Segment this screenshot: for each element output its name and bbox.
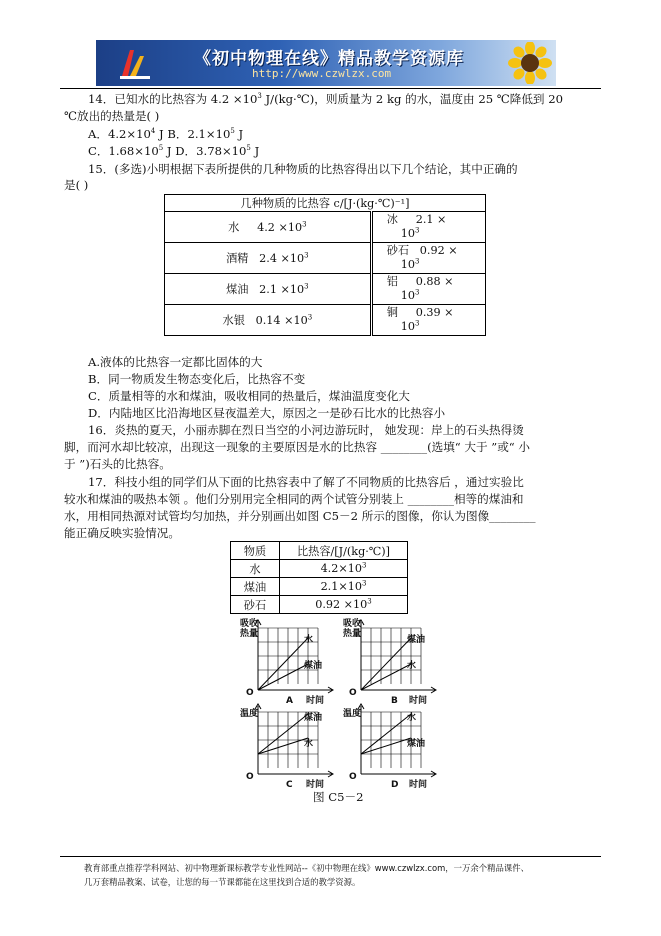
q15-option-b: B．同一物质发生物态变化后，比热容不变 [88, 372, 306, 386]
table-cell: 水 [231, 560, 280, 578]
table-cell: $4.2\times 10^3$ [280, 560, 408, 578]
graph-ylabel: 吸收 [240, 619, 259, 629]
graph-ylabel: 温度 [240, 709, 259, 719]
table-row [231, 578, 408, 596]
table-row [165, 305, 486, 336]
table-cell: 铜 0.39 × $10^3$ [371, 305, 485, 336]
sunflower-icon [508, 42, 552, 84]
graph-line-label: 水 [304, 739, 314, 749]
header-banner [96, 40, 556, 86]
table-row [165, 243, 486, 274]
site-logo-icon [118, 46, 152, 80]
graph-xlabel: 时间 [306, 696, 325, 706]
graph-line-label: 煤油 [407, 739, 426, 749]
graph-origin: O [246, 688, 254, 698]
graph-letter: C [286, 780, 293, 790]
q14-stem-line2: ℃放出的热量是( ) [64, 109, 160, 123]
table-cell: $2.1\times 10^3$ [280, 578, 408, 596]
graph-origin: O [349, 688, 357, 698]
graph-line-label: 煤油 [304, 661, 323, 671]
graph-ylabel: 热量 [240, 629, 259, 639]
specific-heat-table [164, 194, 486, 336]
footer-rule [60, 856, 601, 857]
q17-line1: 17．科技小组的同学们从下面的比热容表中了解了不同物质的比热容后 ，通过实验比 [88, 475, 524, 489]
q16-line2: 脚，而河水却比较凉，出现这一现象的主要原因是水的比热容 ________(选填“ 大于 ”或“ 小 [64, 440, 531, 454]
graph-xlabel: 时间 [409, 696, 428, 706]
q17-line2: 较水和煤油的吸热本领 。他们分别用完全相同的两个试管分别装上 ________相等的煤油和 [64, 492, 524, 506]
graph-c [240, 702, 336, 792]
table-row [165, 274, 486, 305]
table-cell: 砂石 0.92 × $10^3$ [371, 243, 485, 274]
graph-line-label: 煤油 [407, 635, 426, 645]
q17-line3: 水，用相同热源对试管均匀加热，并分别画出如图 C5－2 所示的图像，你认为图像________ [64, 509, 536, 523]
figure-caption: 图 C5－2 [313, 790, 364, 804]
table-cell: 水 $4.2 \times 10^3$ [165, 212, 372, 243]
q17-heat-table [230, 541, 408, 614]
graph-line-label: 水 [407, 713, 417, 723]
q16-line1: 16．炎热的夏天，小丽赤脚在烈日当空的小河边游玩时， 她发现：岸上的石头热得烫 [88, 423, 524, 437]
graph-ylabel: 吸收 [343, 619, 362, 629]
graph-xlabel: 时间 [409, 780, 428, 790]
table-cell: 铝 0.88 × $10^3$ [371, 274, 485, 305]
graph-line-label: 水 [304, 635, 314, 645]
graph-letter: A [286, 696, 293, 706]
graph-xlabel: 时间 [306, 780, 325, 790]
graph-b [343, 618, 439, 708]
table-cell: 煤油 [231, 578, 280, 596]
graph-letter: B [391, 696, 398, 706]
q15-option-d: D．内陆地区比沿海地区昼夜温差大，原因之一是砂石比水的比热容小 [88, 406, 446, 420]
graph-d [343, 702, 439, 792]
q14-stem-line1: 14．已知水的比热容为 $4.2 \times 10^3$ J/(kg·℃)，则质量为 2 kg 的水，温度由 25 ℃降低到 20 [88, 92, 563, 106]
q17-line4: 能正确反映实验情况。 [64, 526, 180, 540]
footer-text [84, 861, 529, 889]
q15-option-c: C．质量相等的水和煤油，吸收相同的热量后，煤油温度变化大 [88, 389, 410, 403]
table-cell: 冰 2.1 × $10^3$ [371, 212, 485, 243]
footer-line1: 教育部重点推荐学科网站、初中物理新课标教学专业性网站--《初中物理在线》www.czwlzx.com，一万余个精品课件、 [84, 863, 530, 873]
table-cell: $0.92 \times 10^3$ [280, 596, 408, 614]
table-cell: 砂石 [231, 596, 280, 614]
q15-stem-line2: 是( ) [64, 178, 89, 192]
q16-line3: 于 ”)石头的比热容。 [64, 457, 171, 471]
table-row [165, 212, 486, 243]
footer-line2: 几万套精品教案、试卷，让您的每一节课都能在这里找到合适的教学资源。 [84, 877, 361, 887]
table-cell: 煤油 $2.1 \times 10^3$ [165, 274, 372, 305]
q14-options-ab: A．$4.2\times 10^4$ J B．$2.1\times 10^5$ J [88, 127, 244, 141]
graph-letter: D [391, 780, 399, 790]
graph-a [240, 618, 336, 708]
graph-ylabel: 温度 [343, 709, 362, 719]
table-row [231, 596, 408, 614]
banner-title: 《初中物理在线》精品教学资源库 [194, 49, 464, 69]
table-row [231, 560, 408, 578]
q15-option-a: A.液体的比热容一定都比固体的大 [88, 355, 263, 369]
table-header-cell: 比热容/[J/(kg·℃)] [280, 542, 408, 560]
table-header-cell: 物质 [231, 542, 280, 560]
table-header: 几种物质的比热容 c/[J·(kg·℃)⁻¹] [165, 195, 486, 212]
graph-line-label: 水 [407, 661, 417, 671]
graph-origin: O [246, 772, 254, 782]
table-header-row [231, 542, 408, 560]
header-rule [60, 88, 601, 89]
q15-stem-line1: 15．(多选)小明根据下表所提供的几种物质的比热容得出以下几个结论，其中正确的 [88, 162, 518, 176]
graph-origin: O [349, 772, 357, 782]
table-cell: 水银 $0.14 \times 10^3$ [165, 305, 372, 336]
table-cell: 酒精 $2.4 \times 10^3$ [165, 243, 372, 274]
banner-url[interactable]: http://www.czwlzx.com [252, 67, 392, 80]
graph-line-label: 煤油 [304, 713, 323, 723]
q14-options-cd: C．$1.68\times 10^5$ J D．$3.78\times 10^5$ J [88, 144, 260, 158]
graph-ylabel: 热量 [343, 629, 362, 639]
